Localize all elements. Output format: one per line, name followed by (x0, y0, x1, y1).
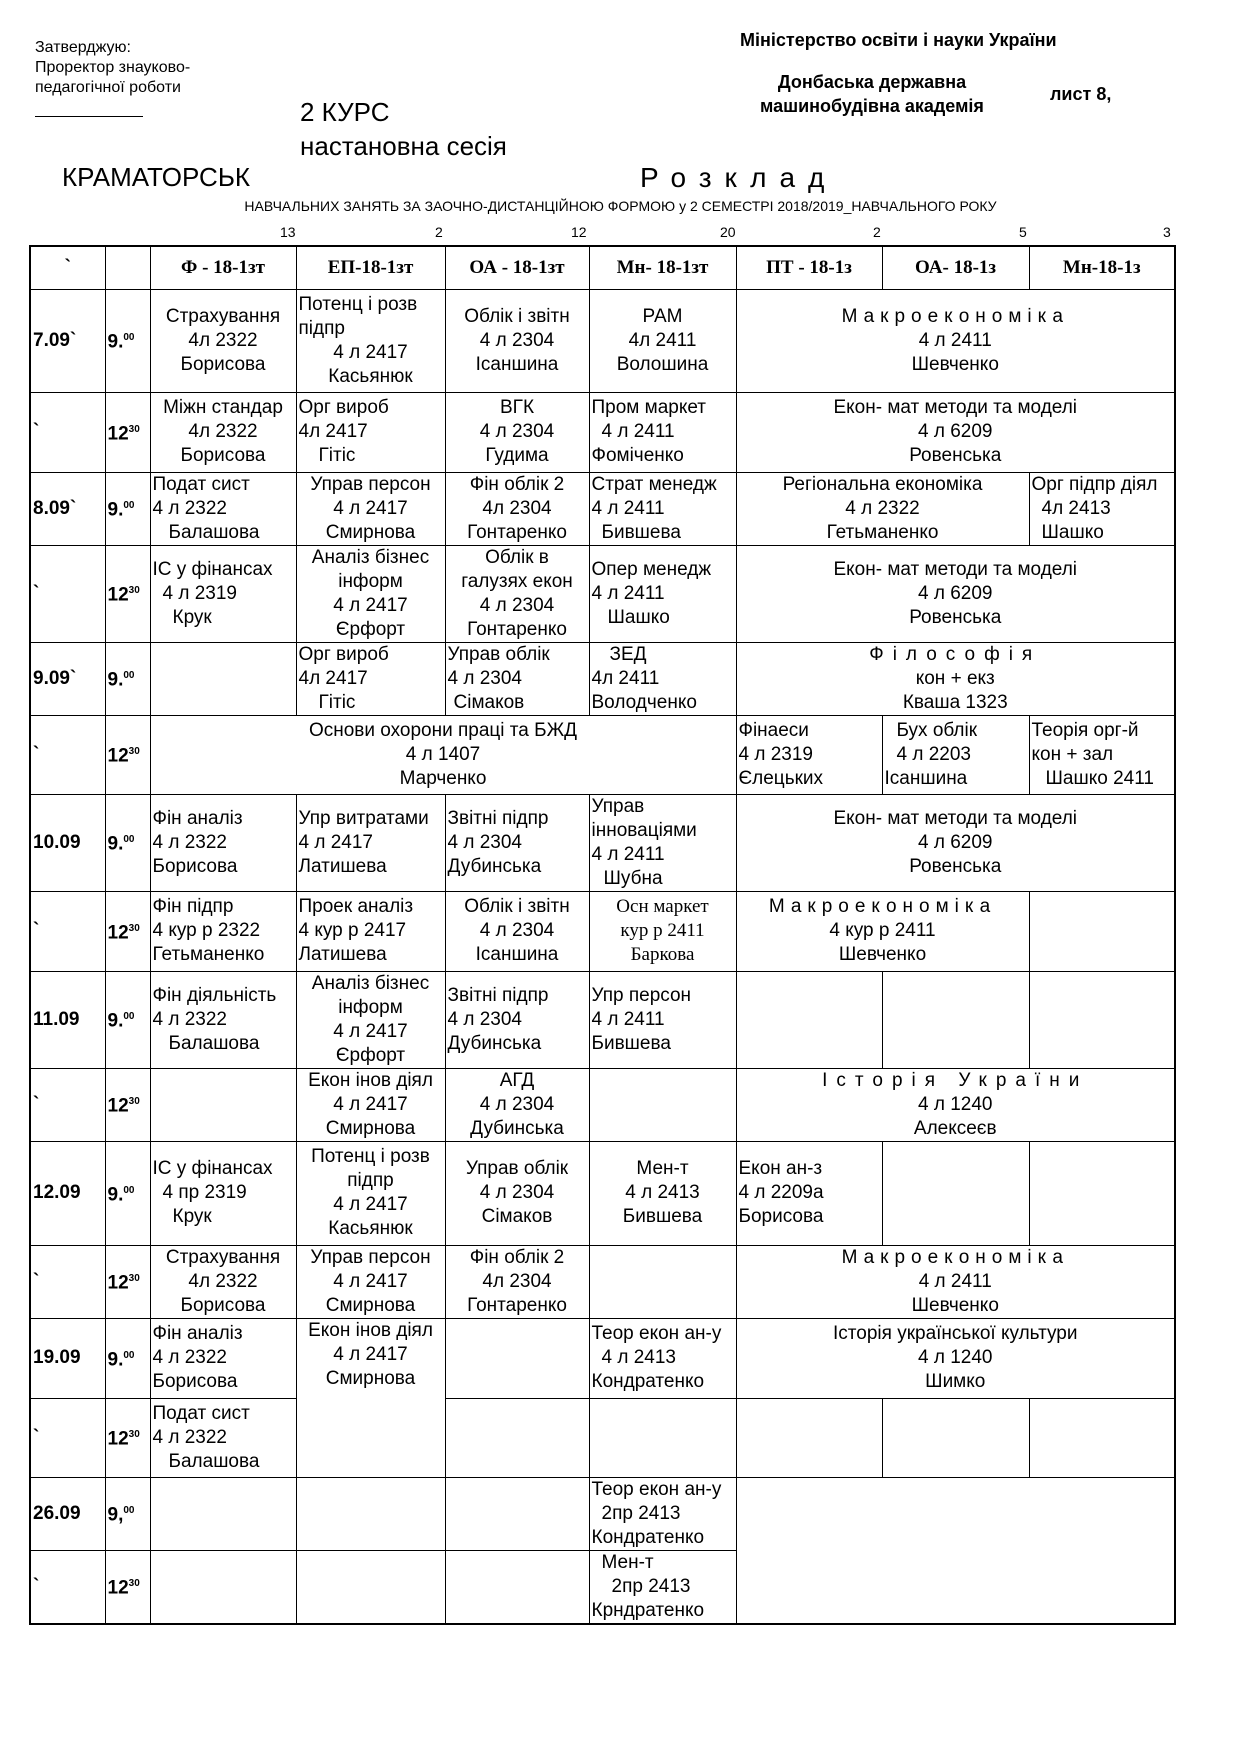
lesson-cell: Теорія орг-й кон + зал Шашко 2411 (1029, 715, 1175, 794)
approval-line: педагогічної роботи (35, 79, 181, 96)
lesson-cell: Страхування 4л 2322 Борисова (150, 289, 296, 392)
header-row (30, 246, 1175, 289)
lesson-cell: Орг вироб 4л 2417 Гітіс (296, 392, 445, 472)
approval-line: Проректор знауково- (35, 59, 191, 76)
session-title: настановна сесія (300, 131, 507, 161)
empty-cell (445, 1318, 589, 1398)
time-cell: $12^{30}$ (105, 1398, 150, 1477)
empty-cell (445, 1477, 589, 1550)
lesson-cell: Екон- мат методи та моделі 4 л 6209 Ровенська (736, 794, 1175, 891)
schedule-row (30, 545, 1175, 642)
time-cell: $12^{30}$ (105, 715, 150, 794)
group-header: ОА - 18-1зт (445, 246, 589, 289)
empty-cell (1029, 1398, 1175, 1477)
time-cell: 9.00 (105, 289, 150, 392)
empty-cell (736, 1398, 882, 1477)
header-date-cell: ` (30, 246, 105, 289)
lesson-cell: Фін облік 2 4л 2304 Гонтаренко (445, 1245, 589, 1318)
empty-cell (589, 1245, 736, 1318)
empty-cell (1029, 891, 1175, 971)
lesson-cell: Фінаеси 4 л 2319 Єлецьких (736, 715, 882, 794)
empty-cell (445, 1550, 589, 1624)
lesson-cell: ЗЕД 4л 2411 Володченко (589, 642, 736, 715)
time-cell: 9,00 (105, 1477, 150, 1550)
lesson-cell: Потенц і розв підпр 4 л 2417 Касьянюк (296, 1141, 445, 1245)
empty-cell (736, 1477, 1175, 1624)
date-cell: 9.09` (30, 642, 105, 715)
lesson-cell: Фін аналіз 4 л 2322 Борисова (150, 794, 296, 891)
lesson-cell: Страхування 4л 2322 Борисова (150, 1245, 296, 1318)
lesson-cell: Регіональна економіка 4 л 2322 Гетьманенко (736, 472, 1029, 545)
lesson-cell: Фін облік 2 4л 2304 Гонтаренко (445, 472, 589, 545)
schedule-table (29, 245, 1176, 1625)
group-header: Мн- 18-1зт (589, 246, 736, 289)
lesson-cell: Страт менедж 4 л 2411 Бившева (589, 472, 736, 545)
lesson-cell: Управ персон 4 л 2417 Смирнова (296, 1245, 445, 1318)
date-cell: ` (30, 891, 105, 971)
group-header: Мн-18-1з (1029, 246, 1175, 289)
empty-cell (150, 1068, 296, 1141)
lesson-cell: ІС у фінансах 4 л 2319 Крук (150, 545, 296, 642)
lesson-cell: Управ облік 4 л 2304 Сімаков (445, 1141, 589, 1245)
schedule-row (30, 1477, 1175, 1550)
schedule-row (30, 1141, 1175, 1245)
lesson-cell: Опер менедж 4 л 2411 Шашко (589, 545, 736, 642)
empty-cell (150, 1550, 296, 1624)
schedule-row (30, 1068, 1175, 1141)
group-header: ЕП-18-1зт (296, 246, 445, 289)
lesson-cell: Облік і звітн 4 л 2304 Ісаншина (445, 891, 589, 971)
time-cell: 9.00 (105, 971, 150, 1068)
lesson-cell: Основи охорони праці та БЖД 4 л 1407 Марченко (150, 715, 736, 794)
time-cell: $12^{30}$ (105, 1068, 150, 1141)
lesson-cell: Упр персон 4 л 2411 Бившева (589, 971, 736, 1068)
group-header: Ф - 18-1зт (150, 246, 296, 289)
sheet-number: лист 8, (1050, 84, 1112, 104)
lesson-cell: Потенц і розв підпр 4 л 2417 Касьянюк (296, 289, 445, 392)
date-cell: ` (30, 1245, 105, 1318)
lesson-cell: Пром маркет 4 л 2411 Фоміченко (589, 392, 736, 472)
academy-line: машинобудівна академія (760, 96, 984, 116)
date-cell: 10.09 (30, 794, 105, 891)
lesson-cell: АГД 4 л 2304 Дубинська (445, 1068, 589, 1141)
time-cell: $12^{30}$ (105, 1245, 150, 1318)
student-count: 12 (571, 224, 587, 240)
student-count: 20 (720, 224, 736, 240)
lesson-cell: Макроекономіка 4 л 2411 Шевченко (736, 289, 1175, 392)
schedule-row (30, 1245, 1175, 1318)
lesson-cell: Теор екон ан-у 4 л 2413 Кондратенко (589, 1318, 736, 1398)
lesson-cell: Аналіз бізнес інформ 4 л 2417 Єрфорт (296, 971, 445, 1068)
lesson-cell: Облік і звітн 4 л 2304 Ісаншина (445, 289, 589, 392)
page-title: Розклад (640, 162, 838, 193)
lesson-cell: Філософія кон + екз Кваша 1323 (736, 642, 1175, 715)
lesson-cell: Макроекономіка 4 кур р 2411 Шевченко (736, 891, 1029, 971)
lesson-cell: Управ облік 4 л 2304 Сімаков (445, 642, 589, 715)
time-cell: $12^{30}$ (105, 392, 150, 472)
lesson-cell: Бух облік 4 л 2203 Ісаншина (882, 715, 1029, 794)
lesson-cell: ВГК 4 л 2304 Гудима (445, 392, 589, 472)
lesson-cell: Управ персон 4 л 2417 Смирнова (296, 472, 445, 545)
time-cell: $12^{30}$ (105, 1550, 150, 1624)
empty-cell (1029, 971, 1175, 1068)
date-cell: ` (30, 1550, 105, 1624)
student-count: 2 (435, 224, 443, 240)
time-cell: $12^{30}$ (105, 545, 150, 642)
empty-cell (150, 1477, 296, 1550)
ministry-name: Міністерство освіти і науки України (740, 30, 1057, 50)
lesson-cell: Фін аналіз 4 л 2322 Борисова (150, 1318, 296, 1398)
empty-cell (296, 1477, 445, 1550)
empty-cell (150, 642, 296, 715)
lesson-cell: Міжн стандар 4л 2322 Борисова (150, 392, 296, 472)
student-count: 2 (873, 224, 881, 240)
lesson-cell: Подат сист 4 л 2322 Балашова (150, 1398, 296, 1477)
lesson-cell: Екон ан-з 4 л 2209а Борисова (736, 1141, 882, 1245)
lesson-cell: Екон інов діял 4 л 2417 Смирнова (296, 1318, 445, 1477)
date-cell: ` (30, 715, 105, 794)
lesson-cell: Історія української культури 4 л 1240 Шимко (736, 1318, 1175, 1398)
schedule-row (30, 891, 1175, 971)
date-cell: 7.09` (30, 289, 105, 392)
lesson-cell: Звітні підпр 4 л 2304 Дубинська (445, 794, 589, 891)
header-time-cell (105, 246, 150, 289)
student-count: 13 (280, 224, 296, 240)
city-name: КРАМАТОРСЬК (62, 162, 251, 192)
schedule-row (30, 642, 1175, 715)
empty-cell (589, 1068, 736, 1141)
course-title: 2 КУРС (300, 97, 390, 127)
empty-cell (296, 1550, 445, 1624)
group-header: ОА- 18-1з (882, 246, 1029, 289)
time-cell: 9.00 (105, 642, 150, 715)
student-count: 5 (1019, 224, 1027, 240)
empty-cell (736, 971, 882, 1068)
date-cell: ` (30, 545, 105, 642)
time-cell: 9.00 (105, 1318, 150, 1398)
course-block (300, 95, 507, 163)
time-cell: 9.00 (105, 794, 150, 891)
schedule-row (30, 1398, 1175, 1477)
date-cell: 11.09 (30, 971, 105, 1068)
time-cell: 9.00 (105, 1141, 150, 1245)
lesson-cell: Орг вироб 4л 2417 Гітіс (296, 642, 445, 715)
lesson-cell: ІС у фінансах 4 пр 2319 Крук (150, 1141, 296, 1245)
lesson-cell: Подат сист 4 л 2322 Балашова (150, 472, 296, 545)
approval-line: Затверджую: (35, 39, 131, 56)
date-cell: ` (30, 392, 105, 472)
schedule-row (30, 1318, 1175, 1398)
lesson-cell: Історія України 4 л 1240 Алексеєв (736, 1068, 1175, 1141)
empty-cell (1029, 1141, 1175, 1245)
lesson-cell: Макроекономіка 4 л 2411 Шевченко (736, 1245, 1175, 1318)
lesson-cell: Осн маркет кур р 2411 Баркова (589, 891, 736, 971)
date-cell: ` (30, 1068, 105, 1141)
empty-cell (445, 1398, 589, 1477)
empty-cell (882, 1141, 1029, 1245)
date-cell: ` (30, 1398, 105, 1477)
lesson-cell: Фін підпр 4 кур р 2322 Гетьманенко (150, 891, 296, 971)
empty-cell (882, 1398, 1029, 1477)
lesson-cell: Мен-т 2пр 2413 Крндратенко (589, 1550, 736, 1624)
lesson-cell: Управ інноваціями 4 л 2411 Шубна (589, 794, 736, 891)
lesson-cell: Звітні підпр 4 л 2304 Дубинська (445, 971, 589, 1068)
student-count: 3 (1163, 224, 1171, 240)
lesson-cell: Екон- мат методи та моделі 4 л 6209 Ровенська (736, 392, 1175, 472)
schedule-row (30, 715, 1175, 794)
page-subtitle: НАВЧАЛЬНИХ ЗАНЯТЬ ЗА ЗАОЧНО-ДИСТАНЦІЙНОЮ ФОРМОЮ у 2 СЕМЕСТРІ 2018/2019_НАВЧАЛЬНОГО РОКУ (244, 198, 997, 214)
academy-line: Донбаська державна (777, 72, 967, 92)
time-cell: 9.00 (105, 472, 150, 545)
date-cell: 19.09 (30, 1318, 105, 1398)
lesson-cell: Орг підпр діял 4л 2413 Шашко (1029, 472, 1175, 545)
lesson-cell: Теор екон ан-у 2пр 2413 Кондратенко (589, 1477, 736, 1550)
empty-cell (882, 971, 1029, 1068)
date-cell: 26.09 (30, 1477, 105, 1550)
lesson-cell: Проек аналіз 4 кур р 2417 Латишева (296, 891, 445, 971)
schedule-row (30, 289, 1175, 392)
lesson-cell: Фін діяльність 4 л 2322 Балашова (150, 971, 296, 1068)
time-cell: $12^{30}$ (105, 891, 150, 971)
lesson-cell: РАМ 4л 2411 Волошина (589, 289, 736, 392)
signature-line (35, 98, 143, 117)
lesson-cell: Екон інов діял 4 л 2417 Смирнова (296, 1068, 445, 1141)
date-cell: 12.09 (30, 1141, 105, 1245)
schedule-row (30, 392, 1175, 472)
lesson-cell: Екон- мат методи та моделі 4 л 6209 Ровенська (736, 545, 1175, 642)
schedule-row (30, 971, 1175, 1068)
date-cell: 8.09` (30, 472, 105, 545)
empty-cell (589, 1398, 736, 1477)
academy-name (760, 70, 984, 118)
lesson-cell: Аналіз бізнес інформ 4 л 2417 Єрфорт (296, 545, 445, 642)
group-header: ПТ - 18-1з (736, 246, 882, 289)
approval-block (35, 38, 190, 117)
schedule-row (30, 794, 1175, 891)
lesson-cell: Упр витратами 4 л 2417 Латишева (296, 794, 445, 891)
lesson-cell: Мен-т 4 л 2413 Бившева (589, 1141, 736, 1245)
schedule-row (30, 472, 1175, 545)
lesson-cell: Облік в галузях екон 4 л 2304 Гонтаренко (445, 545, 589, 642)
